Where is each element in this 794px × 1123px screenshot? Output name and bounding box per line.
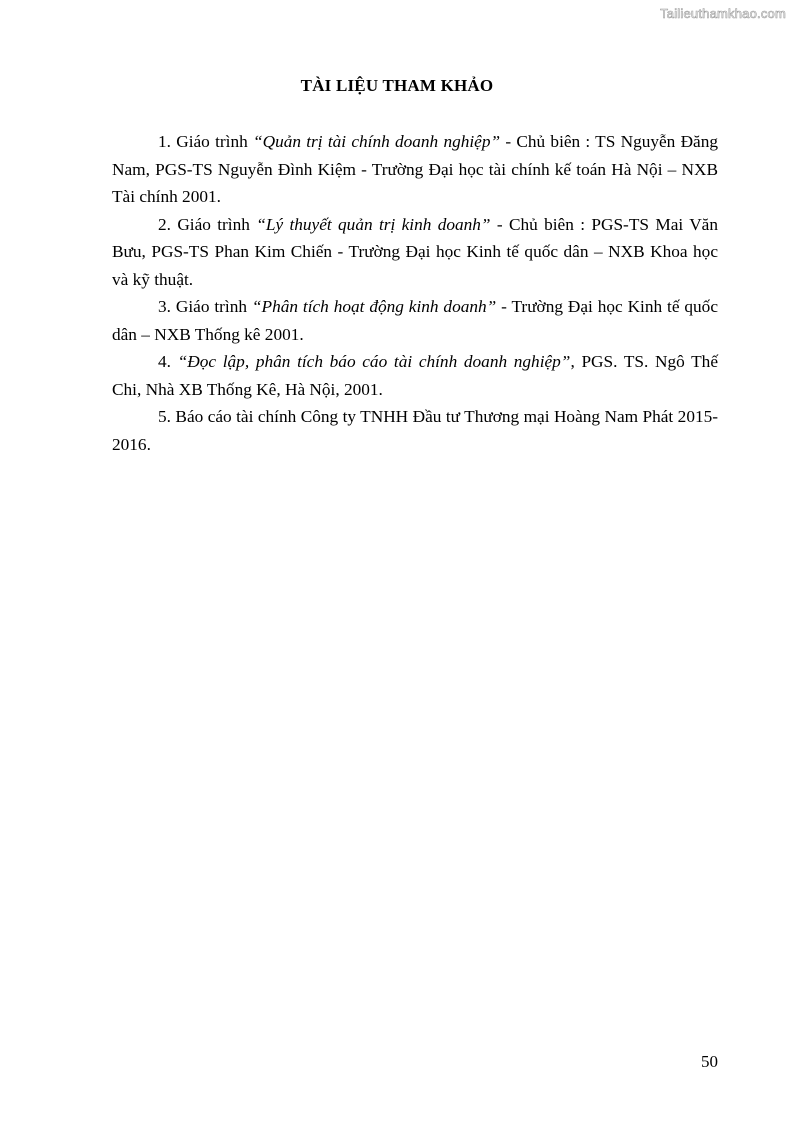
reference-title: “Quản trị tài chính doanh nghiệp” xyxy=(252,132,501,151)
reference-title: “Lý thuyết quản trị kinh doanh” xyxy=(256,214,491,234)
reference-number: 5. xyxy=(158,407,171,426)
reference-prefix: Giáo trình xyxy=(176,132,253,151)
reference-item-5 xyxy=(112,403,718,458)
reference-item-4 xyxy=(112,348,718,403)
reference-prefix: Giáo trình xyxy=(175,297,252,316)
reference-prefix: Báo cáo tài chính Công ty TNHH Đầu tư Thương mại Hoàng Nam Phát 2015-2016. xyxy=(112,407,718,454)
reference-title: “Đọc lập, phân tích báo cáo tài chính doanh nghiệp” xyxy=(177,352,571,371)
page-title: TÀI LIỆU THAM KHẢO xyxy=(300,76,494,95)
reference-prefix: Giáo trình xyxy=(177,214,257,234)
page-number: 50 xyxy=(701,1052,718,1071)
reference-item-1 xyxy=(112,128,718,211)
reference-details: - Trường Đại học Kinh tế quốc dân – NXB Thống kê 2001. xyxy=(112,297,718,344)
reference-details: - Chủ biên : TS Nguyễn Đăng Nam, PGS-TS Nguyễn Đình Kiệm - Trường Đại học tài chính kế toán Hà Nội – NXB Tài chính 2001. xyxy=(112,132,718,206)
reference-item-3 xyxy=(112,293,718,348)
reference-list xyxy=(112,128,718,458)
reference-details: , PGS. TS. Ngô Thế Chi, Nhà XB Thống Kê, Hà Nội, 2001. xyxy=(112,352,718,399)
watermark-text: Tailieuthamkhao.com xyxy=(660,6,786,21)
reference-item-2 xyxy=(112,211,718,294)
reference-number: 2. xyxy=(158,214,171,234)
reference-title: “Phân tích hoạt động kinh doanh” xyxy=(251,297,497,316)
reference-number: 4. xyxy=(158,352,171,371)
reference-number: 3. xyxy=(158,297,171,316)
reference-details: - Chủ biên : PGS-TS Mai Văn Bưu, PGS-TS Phan Kim Chiến - Trường Đại học Kinh tế quốc dân – NXB Khoa học và kỹ thuật. xyxy=(112,214,718,289)
reference-number: 1. xyxy=(158,132,171,151)
